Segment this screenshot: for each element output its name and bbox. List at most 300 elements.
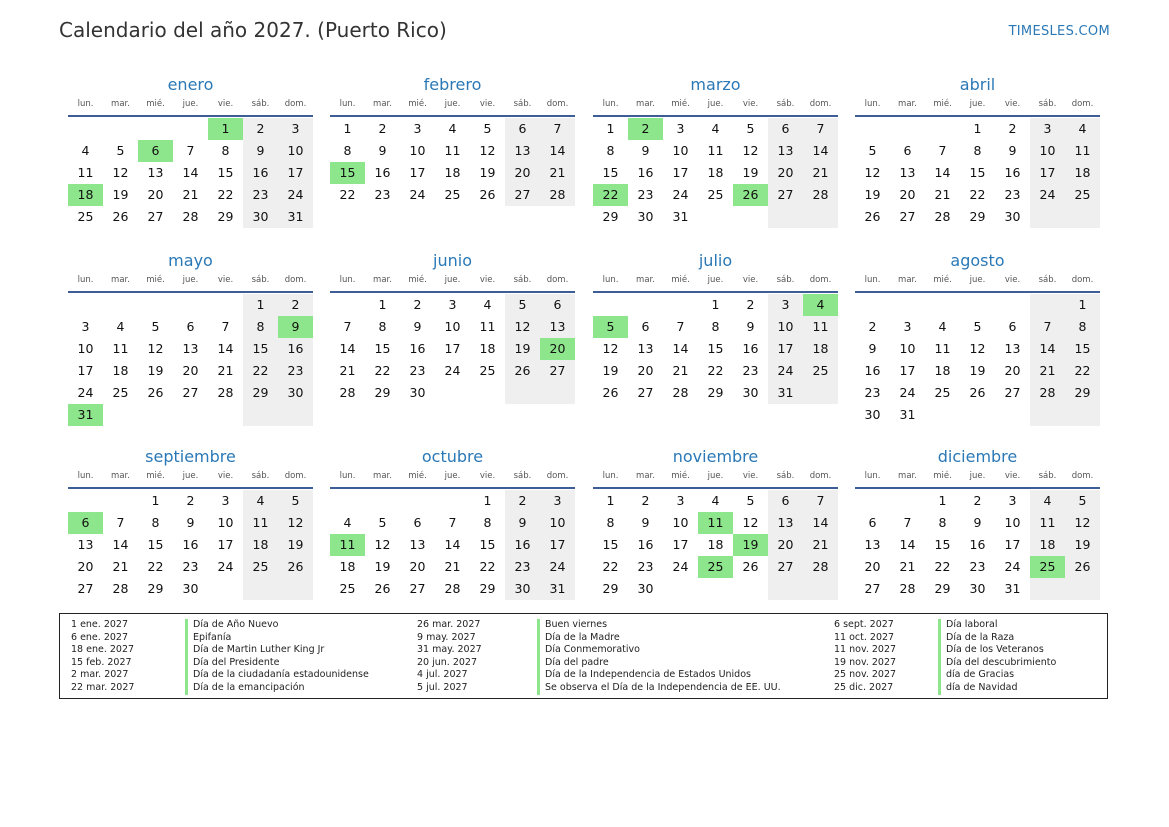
weekday-label: mar. [111, 471, 130, 481]
day-cell: 5 [483, 121, 492, 136]
empty-cell [1030, 578, 1065, 600]
weekday-label: dom. [284, 99, 307, 109]
day-cell: 9 [641, 515, 650, 530]
day-cell: 29 [1065, 382, 1100, 404]
week-row [855, 206, 1100, 228]
month-abril [855, 73, 1100, 228]
empty-cell [925, 118, 960, 140]
day-cell: 27 [409, 581, 426, 596]
empty-cell [435, 490, 470, 512]
day-cell: 10 [540, 512, 575, 534]
weekday-label: dom. [1071, 471, 1094, 481]
weekday-label: vie. [1004, 99, 1021, 109]
holiday-day-cell: 6 [68, 512, 103, 534]
empty-cell [663, 578, 698, 600]
day-cell: 15 [147, 537, 164, 552]
day-cell: 10 [77, 341, 94, 356]
holiday-date: 4 jul. 2027 [417, 669, 468, 681]
day-cell: 19 [147, 363, 164, 378]
week-row [68, 162, 313, 184]
day-cell: 7 [540, 118, 575, 140]
day-cell: 22 [602, 559, 619, 574]
day-cell: 19 [278, 534, 313, 556]
day-cell: 4 [81, 143, 90, 158]
day-cell: 13 [182, 341, 199, 356]
week-row [68, 578, 313, 600]
day-cell: 12 [864, 165, 881, 180]
day-cell: 29 [602, 581, 619, 596]
week-row [855, 578, 1100, 600]
day-cell: 21 [803, 162, 838, 184]
weekday-header [330, 97, 575, 115]
page-title: Calendario del año 2027. (Puerto Rico) [59, 18, 447, 42]
day-cell: 15 [707, 341, 724, 356]
weekday-label: mar. [898, 471, 917, 481]
week-row [68, 316, 313, 338]
weekday-label: sáb. [1038, 471, 1057, 481]
week-row [68, 360, 313, 382]
day-cell: 21 [217, 363, 234, 378]
empty-cell [890, 118, 925, 140]
holiday-name: Día de Año Nuevo [185, 619, 369, 632]
legend-names-col-1 [185, 619, 369, 695]
day-cell: 5 [746, 493, 755, 508]
day-cell: 11 [77, 165, 94, 180]
month-name: marzo [690, 75, 741, 94]
header-divider [330, 115, 575, 117]
day-cell: 7 [676, 319, 685, 334]
day-cell: 6 [768, 118, 803, 140]
day-cell: 20 [147, 187, 164, 202]
weekday-label: jue. [969, 99, 986, 109]
day-cell: 18 [444, 165, 461, 180]
weekday-label: mié. [933, 471, 952, 481]
day-cell: 31 [1004, 581, 1021, 596]
week-row [855, 162, 1100, 184]
week-row [68, 294, 313, 316]
day-cell: 14 [540, 140, 575, 162]
empty-cell [995, 404, 1030, 426]
weekday-label: dom. [809, 99, 832, 109]
day-cell: 3 [768, 294, 803, 316]
weekday-label: mar. [636, 471, 655, 481]
day-cell: 29 [243, 382, 278, 404]
empty-cell [103, 490, 138, 512]
month-name: agosto [950, 251, 1005, 270]
day-cell: 3 [81, 319, 90, 334]
day-cell: 23 [637, 187, 654, 202]
day-cell: 4 [116, 319, 125, 334]
day-cell: 25 [934, 385, 951, 400]
day-cell: 2 [278, 294, 313, 316]
day-cell: 16 [864, 363, 881, 378]
holiday-name: Día de la Raza [938, 632, 1056, 645]
weekday-label: vie. [479, 99, 496, 109]
weekday-header [330, 273, 575, 291]
week-row [330, 140, 575, 162]
day-cell: 28 [1030, 382, 1065, 404]
week-row [68, 184, 313, 206]
day-cell: 20 [768, 162, 803, 184]
day-cell: 1 [151, 493, 160, 508]
day-cell: 19 [742, 165, 759, 180]
day-cell: 12 [969, 341, 986, 356]
day-cell: 19 [969, 363, 986, 378]
month-name: julio [698, 251, 733, 270]
month-septiembre [68, 445, 313, 600]
day-cell: 28 [182, 209, 199, 224]
week-row [68, 206, 313, 228]
holiday-day-cell: 11 [698, 512, 733, 534]
day-cell: 31 [899, 407, 916, 422]
week-row [855, 140, 1100, 162]
day-cell: 17 [768, 338, 803, 360]
month-name: junio [433, 251, 472, 270]
empty-cell [960, 404, 995, 426]
day-cell: 6 [413, 515, 422, 530]
day-cell: 2 [1008, 121, 1017, 136]
day-cell: 9 [973, 515, 982, 530]
holiday-name: Día de la emancipación [185, 682, 369, 695]
day-cell: 22 [479, 559, 496, 574]
weekday-label: jue. [969, 275, 986, 285]
weekday-label: lun. [602, 99, 619, 109]
week-row [330, 316, 575, 338]
day-cell: 16 [182, 537, 199, 552]
day-cell: 28 [803, 184, 838, 206]
empty-cell [173, 294, 208, 316]
week-row [68, 556, 313, 578]
day-cell: 14 [934, 165, 951, 180]
day-cell: 4 [1065, 118, 1100, 140]
day-cell: 9 [378, 143, 387, 158]
weekday-label: sáb. [513, 275, 532, 285]
day-cell: 30 [742, 385, 759, 400]
day-cell: 4 [938, 319, 947, 334]
weekday-label: vie. [217, 471, 234, 481]
day-cell: 28 [803, 556, 838, 578]
weekday-label: lun. [602, 471, 619, 481]
day-cell: 10 [1004, 515, 1021, 530]
empty-cell [593, 294, 628, 316]
weekday-label: lun. [339, 99, 356, 109]
day-cell: 13 [864, 537, 881, 552]
day-cell: 7 [903, 515, 912, 530]
weekday-label: lun. [77, 275, 94, 285]
weekday-label: dom. [546, 275, 569, 285]
holiday-day-cell: 9 [278, 316, 313, 338]
day-cell: 18 [479, 341, 496, 356]
day-cell: 12 [479, 143, 496, 158]
legend-names-col-2 [537, 619, 781, 695]
day-cell: 8 [221, 143, 230, 158]
day-cell: 1 [378, 297, 387, 312]
week-row [593, 512, 838, 534]
day-cell: 31 [768, 382, 803, 404]
day-cell: 26 [278, 556, 313, 578]
day-cell: 14 [112, 537, 129, 552]
day-cell: 29 [374, 385, 391, 400]
weekday-label: mié. [408, 275, 427, 285]
empty-cell [173, 404, 208, 426]
day-cell: 7 [343, 319, 352, 334]
weekday-label: dom. [284, 471, 307, 481]
week-row [593, 294, 838, 316]
day-cell: 2 [413, 297, 422, 312]
day-cell: 12 [112, 165, 129, 180]
month-name: enero [167, 75, 214, 94]
site-link[interactable]: TIMESLES.COM [1008, 24, 1110, 39]
day-cell: 17 [1030, 162, 1065, 184]
weekday-label: lun. [864, 275, 881, 285]
day-cell: 26 [112, 209, 129, 224]
day-cell: 13 [147, 165, 164, 180]
week-row [855, 184, 1100, 206]
day-cell: 20 [505, 162, 540, 184]
legend-dates-col-1 [71, 619, 134, 695]
holiday-date: 25 dic. 2027 [834, 681, 894, 693]
weekday-label: jue. [182, 99, 199, 109]
empty-cell [68, 490, 103, 512]
day-cell: 16 [374, 165, 391, 180]
day-cell: 13 [505, 140, 540, 162]
day-cell: 24 [278, 184, 313, 206]
day-cell: 20 [1004, 363, 1021, 378]
day-cell: 8 [243, 316, 278, 338]
header-divider [68, 115, 313, 117]
day-cell: 1 [483, 493, 492, 508]
day-cell: 29 [707, 385, 724, 400]
day-cell: 18 [803, 338, 838, 360]
day-cell: 23 [182, 559, 199, 574]
day-cell: 17 [672, 537, 689, 552]
week-row [593, 578, 838, 600]
month-mayo [68, 249, 313, 426]
header-divider [855, 291, 1100, 293]
day-cell: 24 [899, 385, 916, 400]
day-cell: 29 [934, 581, 951, 596]
day-cell: 6 [540, 294, 575, 316]
day-cell: 25 [444, 187, 461, 202]
day-cell: 14 [803, 512, 838, 534]
day-cell: 4 [448, 121, 457, 136]
weekday-header [855, 273, 1100, 291]
holiday-name: Día de los Veteranos [938, 644, 1056, 657]
week-row [593, 316, 838, 338]
day-cell: 15 [969, 165, 986, 180]
day-cell: 23 [278, 360, 313, 382]
day-cell: 1 [343, 121, 352, 136]
weekday-label: jue. [444, 99, 461, 109]
empty-cell [698, 578, 733, 600]
day-cell: 30 [505, 578, 540, 600]
day-cell: 22 [707, 363, 724, 378]
day-cell: 16 [243, 162, 278, 184]
legend-dates-col-3 [834, 619, 896, 695]
day-cell: 23 [243, 184, 278, 206]
day-cell: 7 [116, 515, 125, 530]
day-cell: 29 [602, 209, 619, 224]
holiday-date: 11 nov. 2027 [834, 644, 897, 656]
empty-cell [103, 294, 138, 316]
day-cell: 21 [444, 559, 461, 574]
day-cell: 5 [378, 515, 387, 530]
day-cell: 24 [768, 360, 803, 382]
day-cell: 24 [217, 559, 234, 574]
day-cell: 14 [182, 165, 199, 180]
day-cell: 26 [864, 209, 881, 224]
day-cell: 14 [217, 341, 234, 356]
empty-cell [505, 382, 540, 404]
weekday-label: mié. [408, 99, 427, 109]
empty-cell [663, 294, 698, 316]
holiday-legend [59, 613, 1108, 699]
empty-cell [733, 206, 768, 228]
weekday-label: jue. [707, 275, 724, 285]
month-name: abril [959, 75, 996, 94]
day-cell: 24 [672, 187, 689, 202]
day-cell: 16 [969, 537, 986, 552]
week-row [68, 404, 313, 426]
holiday-day-cell: 6 [138, 140, 173, 162]
weekday-label: mar. [636, 99, 655, 109]
day-cell: 17 [672, 165, 689, 180]
holiday-date: 9 may. 2027 [417, 631, 476, 643]
day-cell: 8 [343, 143, 352, 158]
day-cell: 15 [1065, 338, 1100, 360]
empty-cell [855, 294, 890, 316]
weekday-label: jue. [707, 471, 724, 481]
empty-cell [243, 578, 278, 600]
holiday-name: Día de la ciudadanía estadounidense [185, 669, 369, 682]
day-cell: 17 [217, 537, 234, 552]
week-row [330, 512, 575, 534]
day-cell: 14 [1030, 338, 1065, 360]
month-name: diciembre [937, 447, 1018, 466]
day-cell: 9 [1008, 143, 1017, 158]
day-cell: 25 [112, 385, 129, 400]
day-cell: 27 [182, 385, 199, 400]
day-cell: 15 [602, 165, 619, 180]
week-row [855, 316, 1100, 338]
day-cell: 5 [278, 490, 313, 512]
header-divider [330, 291, 575, 293]
weekday-label: mié. [933, 275, 952, 285]
holiday-name: Día del Presidente [185, 657, 369, 670]
day-cell: 24 [672, 559, 689, 574]
holiday-day-cell: 19 [733, 534, 768, 556]
header-divider [593, 115, 838, 117]
day-cell: 1 [606, 493, 615, 508]
weekday-label: vie. [1004, 275, 1021, 285]
month-name: febrero [423, 75, 482, 94]
day-cell: 10 [672, 143, 689, 158]
empty-cell [103, 118, 138, 140]
week-row [593, 162, 838, 184]
weekday-label: mié. [671, 471, 690, 481]
empty-cell [208, 404, 243, 426]
week-row [68, 338, 313, 360]
day-cell: 29 [217, 209, 234, 224]
week-row [330, 534, 575, 556]
day-cell: 13 [768, 512, 803, 534]
day-cell: 11 [803, 316, 838, 338]
weekday-label: mar. [898, 99, 917, 109]
weekday-header [855, 97, 1100, 115]
day-cell: 5 [1065, 490, 1100, 512]
day-cell: 12 [147, 341, 164, 356]
day-cell: 25 [339, 581, 356, 596]
weekday-label: vie. [479, 275, 496, 285]
empty-cell [803, 382, 838, 404]
holiday-date: 26 mar. 2027 [417, 619, 481, 630]
holiday-date: 19 nov. 2027 [834, 656, 897, 668]
day-cell: 22 [969, 187, 986, 202]
month-name: noviembre [672, 447, 759, 466]
weekday-label: vie. [742, 471, 759, 481]
day-cell: 10 [278, 140, 313, 162]
day-cell: 10 [444, 319, 461, 334]
day-cell: 10 [1030, 140, 1065, 162]
day-cell: 6 [641, 319, 650, 334]
day-cell: 9 [505, 512, 540, 534]
weekday-label: dom. [809, 275, 832, 285]
empty-cell [803, 206, 838, 228]
day-cell: 12 [742, 143, 759, 158]
empty-cell [138, 294, 173, 316]
weekday-label: sáb. [776, 99, 795, 109]
day-cell: 16 [637, 537, 654, 552]
day-cell: 11 [934, 341, 951, 356]
day-cell: 27 [77, 581, 94, 596]
weekday-label: dom. [546, 471, 569, 481]
holiday-date: 31 may. 2027 [417, 644, 482, 656]
weekday-label: mié. [408, 471, 427, 481]
day-cell: 2 [378, 121, 387, 136]
day-cell: 3 [221, 493, 230, 508]
weekday-label: sáb. [513, 471, 532, 481]
day-cell: 4 [243, 490, 278, 512]
day-cell: 9 [641, 143, 650, 158]
day-cell: 13 [768, 140, 803, 162]
empty-cell [243, 404, 278, 426]
day-cell: 9 [746, 319, 755, 334]
empty-cell [173, 118, 208, 140]
empty-cell [1065, 578, 1100, 600]
day-cell: 27 [637, 385, 654, 400]
empty-cell [1030, 294, 1065, 316]
day-cell: 3 [903, 319, 912, 334]
empty-cell [278, 578, 313, 600]
day-cell: 18 [707, 537, 724, 552]
day-cell: 31 [672, 209, 689, 224]
holiday-name: Día Conmemorativo [537, 644, 781, 657]
day-cell: 19 [479, 165, 496, 180]
header-divider [68, 487, 313, 489]
weekday-label: vie. [742, 99, 759, 109]
day-cell: 28 [112, 581, 129, 596]
day-cell: 10 [217, 515, 234, 530]
day-cell: 26 [742, 559, 759, 574]
holiday-day-cell: 31 [68, 404, 103, 426]
header-divider [593, 487, 838, 489]
day-cell: 20 [768, 534, 803, 556]
empty-cell [1065, 206, 1100, 228]
day-cell: 20 [864, 559, 881, 574]
empty-cell [330, 294, 365, 316]
weekday-label: dom. [809, 471, 832, 481]
holiday-day-cell: 2 [628, 118, 663, 140]
